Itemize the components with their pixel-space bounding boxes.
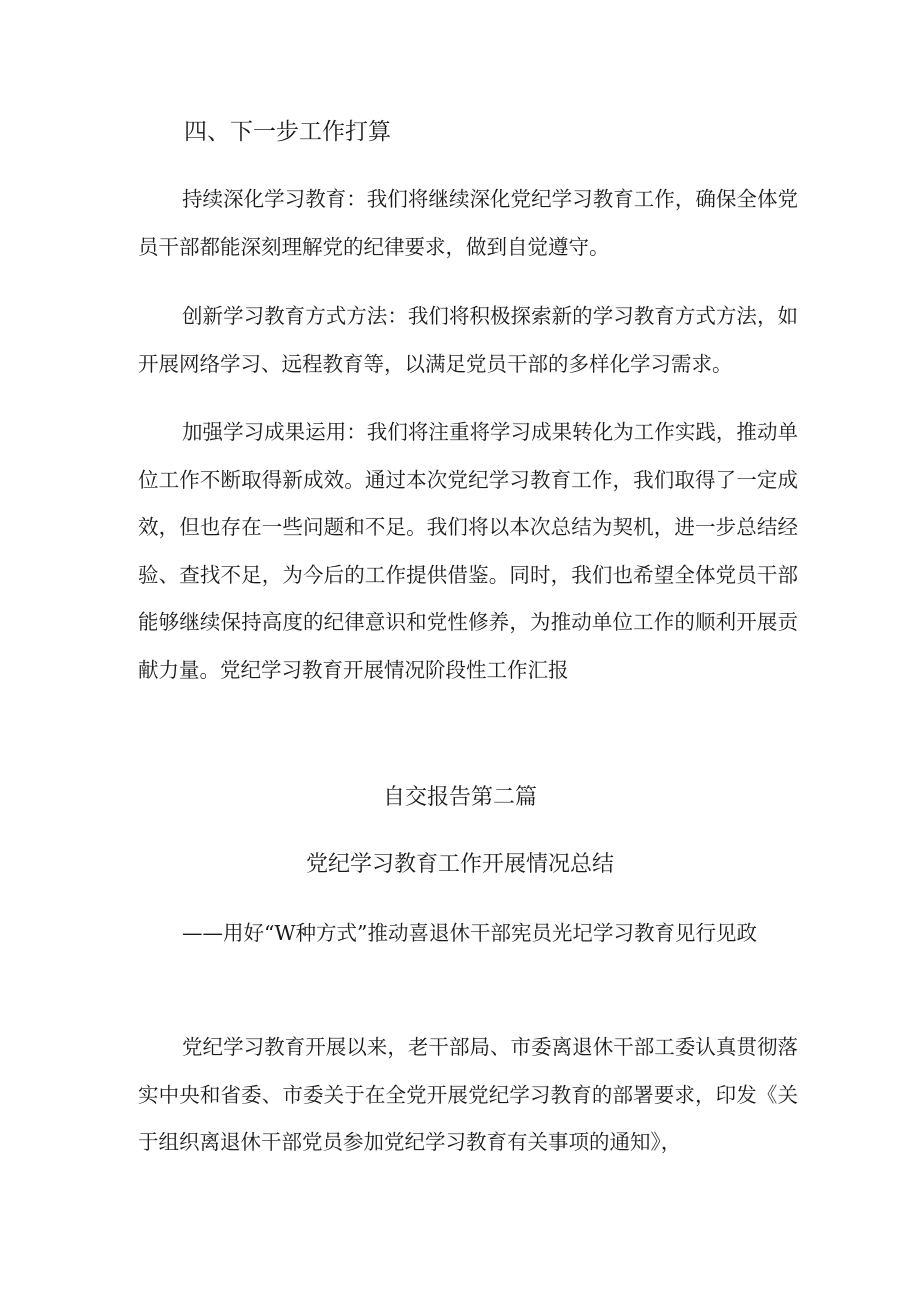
second-article-intro: 党纪学习教育开展以来，老干部局、市委离退休干部工委认真贯彻落实中央和省委、市委关于在全党开展党纪学习教育的部署要求，印发《关于组织离退休干部党员参加党纪学习教育有关事项的通知》，	[138, 1035, 798, 1154]
paragraph-innovate-methods: 创新学习教育方式方法：我们将积极探索新的学习教育方式方法，如开展网络学习、远程教育等，以满足党员干部的多样化学习需求。	[138, 304, 798, 376]
second-article-label: 自交报告第二篇	[382, 785, 537, 810]
section-heading: 四、下一步工作打算	[184, 119, 391, 145]
paragraph-apply-results: 加强学习成果运用：我们将注重将学习成果转化为工作实践，推动单位工作不断取得新成效。通过本次党纪学习教育工作，我们取得了一定成效，但也存在一些问题和不足。我们将以本次总结为契机，进一步总结经验、查找不足，为今后的工作提供借鉴。同时，我们也希望全体党员干部能够继续保持高度的纪律意识和党性修养，为推动单位工作的顺利开展贡献力量。党纪学习教育开展情况阶段性工作汇报	[138, 420, 798, 682]
paragraph-deepen-study: 持续深化学习教育：我们将继续深化党纪学习教育工作，确保全体党员干部都能深刻理解党的纪律要求，做到自觉遵守。	[138, 187, 798, 259]
second-article-title: 党纪学习教育工作开展情况总结	[305, 852, 614, 877]
second-article-subtitle: ——用好“W种方式”推动喜退休干部宪员光圮学习教育见行见政	[182, 921, 758, 945]
